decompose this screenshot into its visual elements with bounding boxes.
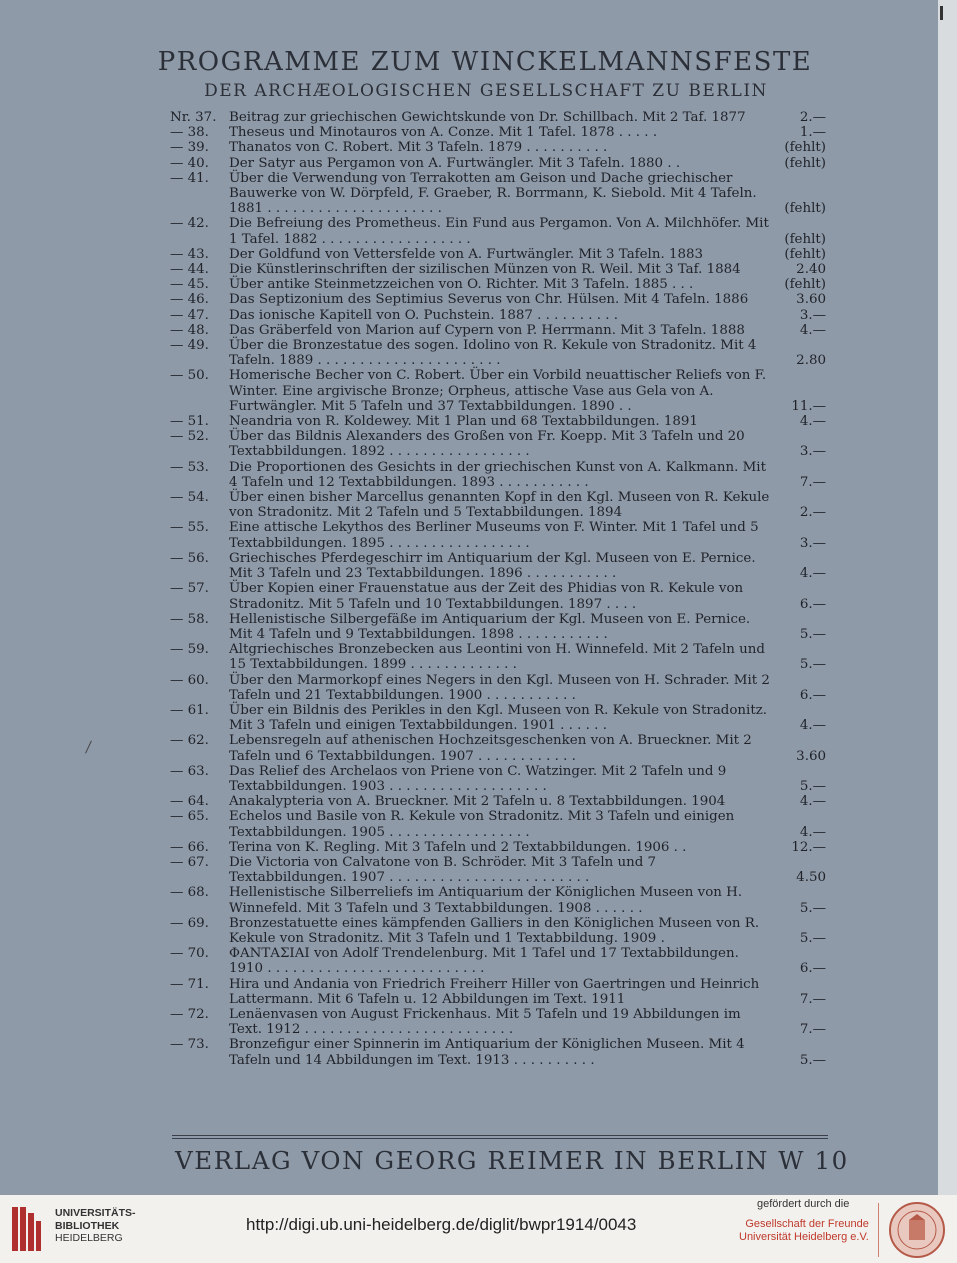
entry-number: — 60. — [170, 672, 209, 688]
entry-price: (fehlt) — [781, 277, 826, 292]
entry-price: 4.— — [797, 566, 826, 581]
entry-price: 3.— — [797, 308, 826, 323]
entry-text: Hira und Andania von Friedrich Freiherr Hiller von Gaertringen und Heinrich Lattermann. Mit 6 Tafeln u. 12 Abbildungen im Text. 1911 — [229, 976, 760, 1007]
entry-price: 2.80 — [793, 353, 826, 368]
entry-price: 5.— — [797, 627, 826, 642]
entry-text: ΦΑΝΤΑΣΙΑΙ von Adolf Trendelenburg. Mit 1 Tafel und 17 Textabbildungen. 1910 . . . . . . . . . . . . . . . . . . . . . . . . . . — [229, 946, 739, 977]
program-entry — [170, 414, 830, 429]
entry-number: — 59. — [170, 642, 209, 658]
program-entry — [170, 125, 830, 140]
entry-price: 5.— — [797, 1053, 826, 1068]
entry-number: — 39. — [170, 140, 209, 156]
entry-text: Griechisches Pferdegeschirr im Antiquarium der Kgl. Museen von E. Pernice. Mit 3 Tafeln und 23 Textabbildungen. 1896 . . . . . . . . . . . — [229, 550, 756, 582]
program-entry — [170, 171, 830, 217]
entry-number: — 49. — [170, 338, 209, 354]
entry-price: 5.— — [797, 901, 826, 916]
entry-number: — 55. — [170, 520, 209, 536]
entry-price: 6.— — [797, 688, 826, 703]
library-line: HEIDELBERG — [55, 1232, 123, 1244]
entry-number: Nr. 37. — [170, 110, 217, 125]
program-entry — [170, 156, 830, 171]
entry-number: — 56. — [170, 550, 209, 566]
entry-number: — 46. — [170, 292, 209, 308]
entry-number: — 62. — [170, 733, 209, 749]
program-entry — [170, 855, 830, 885]
entry-number: — 54. — [170, 490, 209, 506]
entry-price: (fehlt) — [781, 201, 826, 216]
entry-number: — 65. — [170, 809, 209, 825]
program-entry — [170, 292, 830, 307]
entry-text: Hellenistische Silbergefäße im Antiquarium der Kgl. Museen von E. Pernice. Mit 4 Tafeln und 9 Textabbildungen. 1898 . . . . . . . . . . . — [229, 611, 751, 642]
program-entry — [170, 946, 830, 976]
entry-text: Über antike Steinmetzzeichen von O. Richter. Mit 3 Tafeln. 1885 . . . — [229, 277, 694, 293]
program-entry — [170, 323, 830, 338]
entry-text: Eine attische Lekythos des Berliner Museums von F. Winter. Mit 1 Tafel und 5 Textabbildungen. 1895 . . . . . . . . . . . . . . . . . — [229, 520, 759, 551]
program-entry — [170, 140, 830, 155]
entry-number: — 47. — [170, 307, 209, 323]
program-entry — [170, 551, 830, 581]
entry-text: Über das Bildnis Alexanders des Großen von Fr. Koepp. Mit 3 Tafeln und 20 Textabbildungen. 1892 . . . . . . . . . . . . . . . . . — [229, 429, 745, 460]
entry-text: Die Künstlerinschriften der sizilischen Münzen von R. Weil. Mit 3 Taf. 1884 — [229, 262, 741, 278]
entry-price: (fehlt) — [781, 247, 826, 262]
entry-price: 4.— — [797, 718, 826, 733]
entry-number: — 72. — [170, 1006, 209, 1022]
entry-number: — 52. — [170, 429, 209, 445]
entry-number: — 71. — [170, 976, 209, 992]
program-entry — [170, 733, 830, 763]
program-entry — [170, 429, 830, 459]
entry-text: Beitrag zur griechischen Gewichtskunde von Dr. Schillbach. Mit 2 Taf. 1877 — [229, 110, 746, 125]
entry-number: — 73. — [170, 1037, 209, 1053]
entry-text: Theseus und Minotauros von A. Conze. Mit 1 Tafel. 1878 . . . . . — [229, 125, 658, 141]
program-entry — [170, 642, 830, 672]
entry-price: 5.— — [797, 931, 826, 946]
program-entry — [170, 1037, 830, 1067]
entry-text: Die Proportionen des Gesichts in der griechischen Kunst von A. Kalkmann. Mit 4 Tafeln und 12 Textabbildungen. 1893 . . . . . . . . . . . — [229, 459, 766, 490]
entry-price: 5.— — [797, 657, 826, 672]
entry-price: 6.— — [797, 961, 826, 976]
entry-price: 7.— — [797, 1022, 826, 1037]
page-edge-mark — [940, 6, 943, 20]
program-entry — [170, 338, 830, 368]
entry-number: — 44. — [170, 262, 209, 278]
page-title: PROGRAMME ZUM WINCKELMANNSFESTE — [157, 47, 813, 77]
entry-number: — 38. — [170, 125, 209, 141]
entry-price: 3.— — [797, 444, 826, 459]
entry-text: Altgriechisches Bronzebecken aus Leontini von H. Winnefeld. Mit 2 Tafeln und 15 Textabbildungen. 1899 . . . . . . . . . . . . . — [229, 642, 765, 673]
page-subtitle: DER ARCHÆOLOGISCHEN GESELLSCHAFT ZU BERLIN — [204, 81, 768, 101]
entry-text: Hellenistische Silberreliefs im Antiquarium der Königlichen Museen von H. Winnefeld. Mit 3 Tafeln und 3 Textabbildungen. 1908 . . . . . . — [229, 885, 743, 916]
entry-number: — 50. — [170, 368, 209, 384]
entry-number: — 67. — [170, 854, 209, 870]
program-entry — [170, 764, 830, 794]
program-list — [170, 110, 830, 1068]
entry-price: (fehlt) — [781, 156, 826, 171]
entry-price: 6.— — [797, 597, 826, 612]
entry-price: 3.60 — [793, 749, 826, 764]
entry-text: Terina von K. Regling. Mit 3 Tafeln und 2 Textabbildungen. 1906 . . — [229, 839, 687, 855]
entry-number: — 45. — [170, 277, 209, 293]
entry-text: Homerische Becher von C. Robert. Über ein Vorbild neuattischer Reliefs von F. Winter. Eine argivische Bronze; Orpheus, attische Vase aus Gela von A. Furtwängler. Mit 5 Tafeln und 37 Textabbildungen. 1890 . . — [229, 368, 767, 414]
program-entry — [170, 581, 830, 611]
program-entry — [170, 840, 830, 855]
program-entry — [170, 977, 830, 1007]
program-entry — [170, 460, 830, 490]
entry-text: Bronzestatuette eines kämpfenden Galliers in den Königlichen Museen von R. Kekule von Stradonitz. Mit 3 Tafeln und 1 Textabbildung. 1909 . — [229, 915, 760, 946]
program-entry — [170, 703, 830, 733]
entry-number: — 53. — [170, 459, 209, 475]
entry-number: — 42. — [170, 216, 209, 232]
entry-text: Über einen bisher Marcellus genannten Kopf in den Kgl. Museen von R. Kekule von Stradonitz. Mit 2 Tafeln und 5 Textabbildungen. 1894 — [229, 490, 770, 521]
program-entry — [170, 612, 830, 642]
program-entry — [170, 794, 830, 809]
entry-text: Über den Marmorkopf eines Negers in den Kgl. Museen von H. Schrader. Mit 2 Tafeln und 21 Textabbildungen. 1900 . . . . . . . . . . . — [229, 672, 770, 703]
entry-price: 2.— — [797, 505, 826, 520]
entry-text: Das Relief des Archelaos von Priene von C. Watzinger. Mit 2 Tafeln und 9 Textabbildungen. 1903 . . . . . . . . . . . . . . . . . . . — [229, 763, 727, 794]
entry-price: 7.— — [797, 992, 826, 1007]
entry-number: — 66. — [170, 839, 209, 855]
entry-price: 3.60 — [793, 292, 826, 307]
entry-price: (fehlt) — [781, 140, 826, 155]
entry-price: 5.— — [797, 779, 826, 794]
entry-text: Lenäenvasen von August Frickenhaus. Mit 5 Tafeln und 19 Abbildungen im Text. 1912 . . . . . . . . . . . . . . . . . . . . . . . . . — [229, 1006, 741, 1038]
entry-text: Anakalypteria von A. Brueckner. Mit 2 Tafeln u. 8 Textabbildungen. 1904 — [229, 794, 726, 810]
entry-price: 12.— — [788, 840, 826, 855]
entry-number: — 51. — [170, 414, 209, 430]
sponsor-line: Gesellschaft der Freunde — [745, 1218, 869, 1230]
footer-separator — [878, 1203, 879, 1257]
entry-number: — 57. — [170, 581, 209, 597]
entry-number: — 43. — [170, 246, 209, 262]
entry-price: 11.— — [788, 399, 826, 414]
entry-number: — 48. — [170, 322, 209, 338]
program-entry — [170, 490, 830, 520]
program-entry — [170, 1007, 830, 1037]
entry-text: Über ein Bildnis des Perikles in den Kgl. Museen von R. Kekule von Stradonitz. Mit 3 Tafeln und einigen Textabbildungen. 1901 . . . . . . — [229, 702, 768, 734]
entry-text: Der Satyr aus Pergamon von A. Furtwängler. Mit 3 Tafeln. 1880 . . — [229, 155, 681, 171]
entry-text: Neandria von R. Koldewey. Mit 1 Plan und 68 Textabbildungen. 1891 — [229, 414, 698, 430]
entry-number: — 69. — [170, 915, 209, 931]
entry-text: Über Kopien einer Frauenstatue aus der Zeit des Phidias von R. Kekule von Stradonitz. Mit 5 Tafeln und 10 Textabbildungen. 1897 . . . . — [229, 581, 744, 612]
entry-price: 4.— — [797, 414, 826, 429]
library-line: BIBLIOTHEK — [55, 1219, 120, 1232]
program-entry — [170, 368, 830, 414]
sponsor-line: Universität Heidelberg e.V. — [739, 1231, 869, 1243]
program-entry — [170, 216, 830, 246]
entry-price: 3.— — [797, 536, 826, 551]
entry-number: — 70. — [170, 946, 209, 962]
program-entry — [170, 520, 830, 550]
entry-text: Die Befreiung des Prometheus. Ein Fund aus Pergamon. Von A. Milchhöfer. Mit 1 Tafel. 1882 . . . . . . . . . . . . . . . . . . — [229, 216, 769, 247]
divider-rule-2 — [172, 1138, 828, 1139]
entry-price: 4.— — [797, 825, 826, 840]
entry-number: — 58. — [170, 611, 209, 627]
entry-price: (fehlt) — [781, 232, 826, 247]
program-entry — [170, 110, 830, 125]
entry-text: Der Goldfund von Vettersfelde von A. Furtwängler. Mit 3 Tafeln. 1883 — [229, 246, 704, 262]
entry-number: — 40. — [170, 155, 209, 171]
university-seal-icon — [884, 1200, 950, 1260]
entry-price: 4.— — [797, 794, 826, 809]
entry-price: 4.— — [797, 323, 826, 338]
library-line: UNIVERSITÄTS- — [55, 1207, 136, 1219]
publisher-imprint: VERLAG VON GEORG REIMER IN BERLIN W 10 — [175, 1146, 849, 1175]
library-name[interactable] — [55, 1207, 136, 1245]
entry-price: 4.50 — [793, 870, 826, 885]
entry-price: 2.40 — [793, 262, 826, 277]
sponsor-name[interactable] — [739, 1218, 869, 1244]
program-entry — [170, 885, 830, 915]
entry-text: Echelos und Basile von R. Kekule von Stradonitz. Mit 3 Tafeln und einigen Textabbildungen. 1905 . . . . . . . . . . . . . . . . . — [229, 809, 735, 840]
entry-text: Die Victoria von Calvatone von B. Schröder. Mit 3 Tafeln und 7 Textabbildungen. 1907 . . . . . . . . . . . . . . . . . . . . . . . . — [229, 854, 657, 886]
entry-text: Thanatos von C. Robert. Mit 3 Tafeln. 1879 . . . . . . . . . . — [229, 140, 608, 156]
entry-text: Das Septizonium des Septimius Severus von Chr. Hülsen. Mit 4 Tafeln. 1886 — [229, 292, 749, 308]
entry-text: Über die Bronzestatue des sogen. Idolino von R. Kekule von Stradonitz. Mit 4 Tafeln. 1889 . . . . . . . . . . . . . . . . . . . . . . — [229, 338, 757, 369]
entry-text: Lebensregeln auf athenischen Hochzeitsgeschenken von A. Brueckner. Mit 2 Tafeln und 6 Textabbildungen. 1907 . . . . . . . . . . . . — [229, 733, 752, 764]
permalink-url[interactable]: http://digi.ub.uni-heidelberg.de/diglit/bwpr1914/0043 — [246, 1215, 637, 1234]
entry-price: 7.— — [797, 475, 826, 490]
entry-text: Über die Verwendung von Terrakotten am Geison und Dache griechischer Bauwerke von W. Dörpfeld, F. Graeber, R. Borrmann, K. Siebold. Mit 4 Tafeln. 1881 . . . . . . . . . . . . . . . . . . . . . — [229, 170, 757, 217]
sponsor-intro: gefördert durch die — [757, 1198, 850, 1210]
entry-number: — 41. — [170, 170, 209, 186]
entry-price: 2.— — [797, 110, 826, 125]
entry-text: Bronzefigur einer Spinnerin im Antiquarium der Königlichen Museen. Mit 4 Tafeln und 14 Abbildungen im Text. 1913 . . . . . . . . . . — [229, 1037, 745, 1068]
entry-text: Das Gräberfeld von Marion auf Cypern von P. Herrmann. Mit 3 Tafeln. 1888 — [229, 322, 745, 338]
program-entry — [170, 809, 830, 839]
entry-number: — 61. — [170, 702, 209, 718]
program-entry — [170, 247, 830, 262]
entry-number: — 64. — [170, 794, 209, 810]
entry-number: — 63. — [170, 763, 209, 779]
entry-number: — 68. — [170, 885, 209, 901]
divider-rule — [172, 1135, 828, 1136]
program-entry — [170, 673, 830, 703]
entry-price: 1.— — [797, 125, 826, 140]
entry-text: Das ionische Kapitell von O. Puchstein. 1887 . . . . . . . . . . — [229, 307, 619, 323]
university-library-logo-icon[interactable] — [10, 1203, 42, 1255]
program-entry — [170, 262, 830, 277]
program-entry — [170, 277, 830, 292]
program-entry — [170, 308, 830, 323]
program-entry — [170, 916, 830, 946]
